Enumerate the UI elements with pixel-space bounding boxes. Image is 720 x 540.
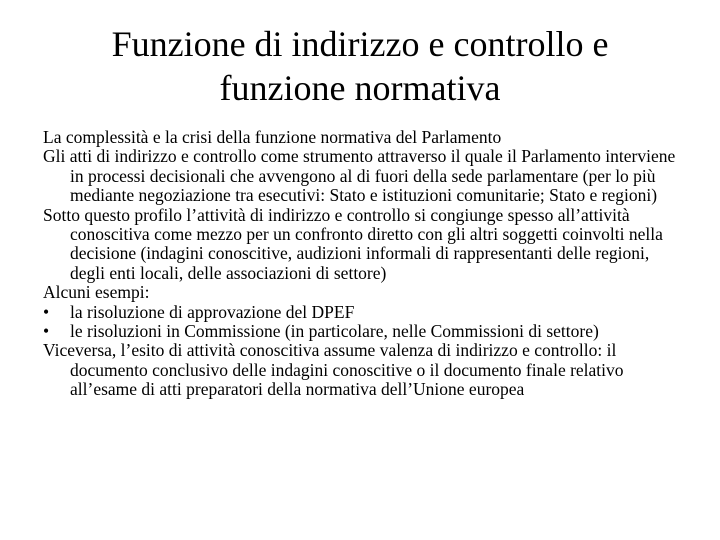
slide-title — [20, 22, 700, 110]
paragraph-atti-indirizzo: Gli atti di indirizzo e controllo come strumento attraverso il quale il Parlamento interviene in processi decisionali che avvengono al di fuori della sede parlamentare (per lo più mediante negoziazione tra esecutivi: Stato e istituzioni comunitarie; Stato e regioni) — [43, 146, 676, 206]
bullet-icon: • — [43, 301, 50, 322]
slide-title-line-2: funzione normativa — [219, 68, 501, 108]
bullet-item-text: la risoluzione di approvazione del DPEF — [70, 301, 355, 322]
bullet-item-commissione — [43, 322, 683, 341]
paragraph-esempi: Alcuni esempi: — [43, 282, 150, 303]
paragraph-viceversa: Viceversa, l’esito di attività conoscitiva assume valenza di indirizzo e controllo: il documento conclusivo delle indagini conoscitive o il documento finale relativo all’esame di atti preparatori della normativa dell’Unione europea — [43, 340, 624, 400]
slide-body — [43, 128, 683, 400]
bullet-item-dpef — [43, 303, 683, 322]
paragraph-complessita: La complessità e la crisi della funzione normativa del Parlamento — [43, 127, 502, 147]
bullet-icon: • — [43, 321, 50, 342]
slide-title-line-1: Funzione di indirizzo e controllo e — [111, 24, 609, 64]
bullet-item-text: le risoluzioni in Commissione (in particolare, nelle Commissioni di settore) — [70, 321, 599, 342]
paragraph-profilo: Sotto questo profilo l’attività di indirizzo e controllo si congiunge spesso all’attività conoscitiva come mezzo per un confronto diretto con gli altri soggetti coinvolti nella decisione (indagini conoscitive, audizioni informali di rappresentanti delle regioni, degli enti locali, delle associazioni di settore) — [43, 204, 663, 283]
